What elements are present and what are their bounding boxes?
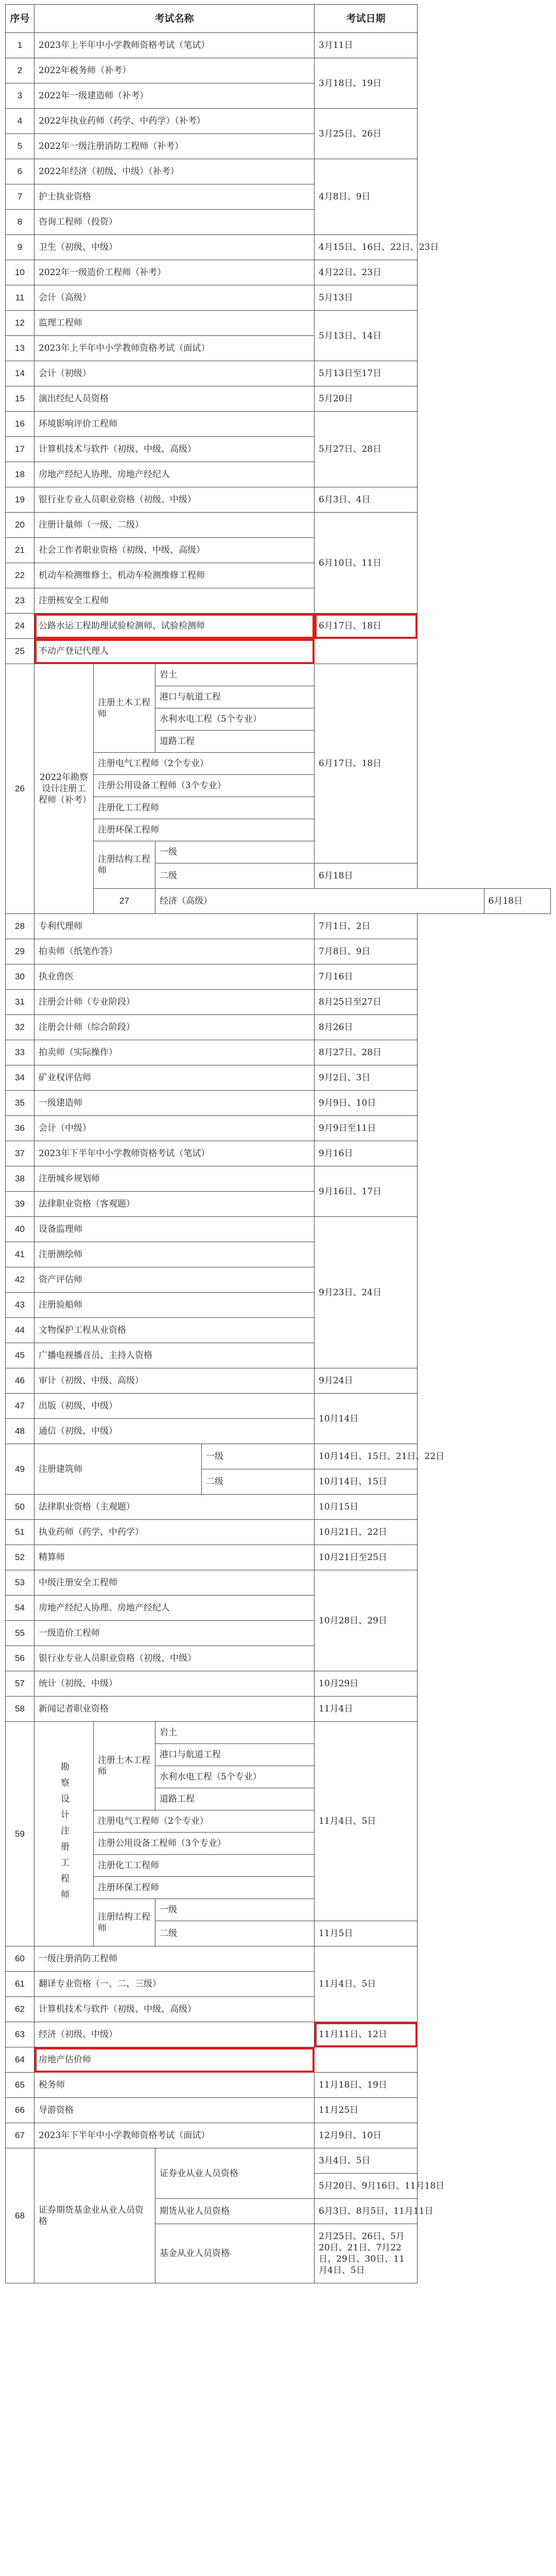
exam-name-highlighted: 房地产估价师: [34, 2047, 315, 2073]
exam-date: 3月11日: [315, 33, 418, 58]
table-row: [6, 1997, 551, 2022]
exam-name: 社会工作者职业资格（初级、中级、高级）: [34, 538, 315, 563]
exam-name: 环境影响评价工程师: [34, 412, 315, 437]
exam-name: 咨询工程师（投资）: [34, 210, 315, 235]
exam-date: 10月29日: [315, 1671, 418, 1697]
exam-date: 6月18日: [484, 889, 551, 914]
exam-date: 9月9日至11日: [315, 1116, 418, 1141]
table-row-group: [6, 664, 551, 686]
sub-item: 道路工程: [155, 731, 315, 753]
row-no: 28: [6, 914, 34, 939]
exam-date: 10月14日、15日: [315, 1469, 418, 1495]
row-no: 44: [6, 1318, 34, 1343]
sub-item: 二级: [155, 863, 315, 889]
sub-item: 一级: [155, 841, 315, 863]
exam-date-empty: [315, 2047, 418, 2073]
row-no: 64: [6, 2047, 34, 2073]
table-row: [6, 1419, 551, 1444]
table-row: [6, 513, 551, 538]
table-row: [6, 1621, 551, 1646]
exam-date: 6月3日、4日: [315, 487, 418, 513]
row-no: 8: [6, 210, 34, 235]
exam-date: 5月20日、9月16日、11月18日: [315, 2174, 418, 2199]
row-no: 46: [6, 1368, 34, 1394]
exam-date: 5月20日: [315, 386, 418, 412]
table-row: [6, 285, 551, 311]
exam-name: 银行业专业人员职业资格（初级、中级）: [34, 1646, 315, 1671]
exam-name: 银行业专业人员职业资格（初级、中级）: [34, 487, 315, 513]
table-row: [6, 336, 551, 361]
exam-date: 10月15日: [315, 1495, 418, 1520]
row-no: 50: [6, 1495, 34, 1520]
table-row: [6, 2123, 551, 2148]
exam-name: 2022年税务师（补考）: [34, 58, 315, 83]
table-row: [6, 914, 551, 939]
exam-name-highlighted: 不动产登记代理人: [34, 639, 315, 664]
exam-schedule-table: [5, 4, 551, 2283]
row-no: 60: [6, 1946, 34, 1972]
sub-category: 注册土木工程师: [94, 1722, 155, 1810]
exam-date: 4月8日、9日: [315, 159, 418, 235]
exam-name: 文物保护工程从业资格: [34, 1318, 315, 1343]
exam-name: 会计（高级）: [34, 285, 315, 311]
exam-name: 演出经纪人员资格: [34, 386, 315, 412]
group-name: 勘察设计注册工程师: [34, 1722, 94, 1946]
table-row: [6, 1166, 551, 1192]
table-row: [6, 1570, 551, 1596]
exam-date-highlighted: 6月17日、18日: [315, 614, 418, 639]
exam-date: 12月9日、10日: [315, 2123, 418, 2148]
table-row-group: [6, 1722, 551, 1744]
exam-name: 2023年下半年中小学教师资格考试（笔试）: [34, 1141, 315, 1166]
sub-item: 注册电气工程师（2个专业）: [94, 1810, 315, 1833]
exam-date: 9月2日、3日: [315, 1065, 418, 1091]
row-no: 1: [6, 33, 34, 58]
exam-name: 注册验船师: [34, 1293, 315, 1318]
exam-name: 2023年上半年中小学教师资格考试（面试）: [34, 336, 315, 361]
exam-date: 3月18日、19日: [315, 58, 418, 109]
exam-name: 注册会计师（综合阶段）: [34, 1015, 315, 1040]
row-no: 33: [6, 1040, 34, 1065]
row-no: 30: [6, 964, 34, 990]
row-no: 45: [6, 1343, 34, 1368]
sub-category: 注册土木工程师: [94, 664, 155, 753]
exam-name: 房地产经纪人协理、房地产经纪人: [34, 1596, 315, 1621]
table-row: [6, 235, 551, 260]
table-row: [6, 1596, 551, 1621]
row-no: 54: [6, 1596, 34, 1621]
row-no: 24: [6, 614, 34, 639]
sub-item: 岩土: [155, 1722, 315, 1744]
exam-name: 精算师: [34, 1545, 315, 1570]
exam-name: 法律职业资格（主观题）: [34, 1495, 315, 1520]
table-row: [6, 1368, 551, 1394]
row-no: 6: [6, 159, 34, 184]
exam-name: 注册会计师（专业阶段）: [34, 990, 315, 1015]
exam-name: 经济（高级）: [155, 889, 484, 914]
row-no: 5: [6, 134, 34, 159]
table-row: [6, 1671, 551, 1697]
row-no: 35: [6, 1091, 34, 1116]
row-no: 10: [6, 260, 34, 285]
table-row: [6, 939, 551, 964]
exam-date: 10月21日至25日: [315, 1545, 418, 1570]
table-row: [6, 210, 551, 235]
table-row: [6, 990, 551, 1015]
row-no: 37: [6, 1141, 34, 1166]
exam-date: 9月23日、24日: [315, 1217, 418, 1368]
row-no: 21: [6, 538, 34, 563]
exam-name: 机动车检测维修士、机动车检测维修工程师: [34, 563, 315, 588]
exam-name: 一级注册消防工程师: [34, 1946, 315, 1972]
exam-name: 注册计量师（一级、二级）: [34, 513, 315, 538]
sub-category: 注册结构工程师: [94, 841, 155, 889]
table-row: [6, 184, 551, 210]
table-row: [6, 361, 551, 386]
table-row: [6, 1040, 551, 1065]
table-row: [6, 1065, 551, 1091]
header-no: 序号: [6, 5, 34, 33]
exam-name: 导游资格: [34, 2098, 315, 2123]
exam-name: 注册建筑师: [34, 1444, 202, 1495]
exam-date: 5月13日: [315, 285, 418, 311]
sub-item: 注册电气工程师（2个专业）: [94, 753, 315, 775]
row-no: 4: [6, 109, 34, 134]
exam-name: 房地产经纪人协理、房地产经纪人: [34, 462, 315, 487]
exam-date: 5月13日至17日: [315, 361, 418, 386]
exam-name: 拍卖师（实际操作）: [34, 1040, 315, 1065]
sub-item: 水利水电工程（5个专业）: [155, 1766, 315, 1788]
table-row: [6, 412, 551, 437]
row-no: 39: [6, 1192, 34, 1217]
exam-name: 专利代理师: [34, 914, 315, 939]
table-row: [6, 1293, 551, 1318]
sub-item: 港口与航道工程: [155, 686, 315, 708]
exam-date: 11月4日、5日: [315, 1946, 418, 2022]
row-no: 36: [6, 1116, 34, 1141]
exam-name: 新闻记者职业资格: [34, 1697, 315, 1722]
sub-item: 二级: [155, 1921, 315, 1946]
table-row: [6, 1495, 551, 1520]
row-no: 22: [6, 563, 34, 588]
row-no: 34: [6, 1065, 34, 1091]
row-no: 23: [6, 588, 34, 614]
exam-name: 法律职业资格（客观题）: [34, 1192, 315, 1217]
exam-date: 11月25日: [315, 2098, 418, 2123]
table-row: [6, 614, 551, 639]
exam-date: 7月16日: [315, 964, 418, 990]
exam-name: 统计（初级、中级）: [34, 1671, 315, 1697]
sub-item: 一级: [202, 1444, 315, 1469]
row-no: 63: [6, 2022, 34, 2047]
row-no: 40: [6, 1217, 34, 1242]
row-no: 68: [6, 2148, 34, 2283]
row-no: 17: [6, 437, 34, 462]
exam-date: 6月17日、18日: [315, 664, 418, 863]
exam-name: 计算机技术与软件（初级、中级、高级）: [34, 1997, 315, 2022]
row-no: 58: [6, 1697, 34, 1722]
table-row: [6, 964, 551, 990]
table-row: [6, 462, 551, 487]
row-no: 13: [6, 336, 34, 361]
exam-date: 9月24日: [315, 1368, 418, 1394]
row-no: 51: [6, 1520, 34, 1545]
exam-date: 11月4日: [315, 1697, 418, 1722]
exam-date-highlighted: 11月11日、12日: [315, 2022, 418, 2047]
exam-date: 4月22日、23日: [315, 260, 418, 285]
exam-name: 2022年一级造价工程师（补考）: [34, 260, 315, 285]
row-no: 7: [6, 184, 34, 210]
exam-date: 10月14日: [315, 1394, 418, 1444]
exam-name: 2023年上半年中小学教师资格考试（笔试）: [34, 33, 315, 58]
row-no: 42: [6, 1267, 34, 1293]
exam-name: 注册核安全工程师: [34, 588, 315, 614]
exam-name: 执业药师（药学、中药学）: [34, 1520, 315, 1545]
row-no: 15: [6, 386, 34, 412]
exam-name: 2022年经济（初级、中级）（补考）: [34, 159, 315, 184]
row-no: 26: [6, 664, 34, 914]
exam-date: 10月14日、15日、21日、22日: [315, 1444, 418, 1469]
table-row: [6, 134, 551, 159]
exam-date: 11月18日、19日: [315, 2073, 418, 2098]
row-no: 25: [6, 639, 34, 664]
table-row: [6, 1444, 551, 1469]
exam-name: 会计（中级）: [34, 1116, 315, 1141]
exam-date: 6月18日: [315, 863, 418, 889]
exam-name: 中级注册安全工程师: [34, 1570, 315, 1596]
row-no: 14: [6, 361, 34, 386]
exam-name: 2022年一级建造师（补考）: [34, 83, 315, 109]
exam-name: 注册城乡规划师: [34, 1166, 315, 1192]
table-row: [6, 58, 551, 83]
row-no: 20: [6, 513, 34, 538]
row-no: 59: [6, 1722, 34, 1946]
table-row: [6, 109, 551, 134]
exam-date: 4月15日、16日、22日、23日: [315, 235, 418, 260]
exam-date: 9月16日: [315, 1141, 418, 1166]
group-name: 2022年勘察设计注册工程师（补考）: [34, 664, 94, 914]
exam-date: 6月3日、8月5日、11月11日: [315, 2199, 418, 2224]
row-no: 27: [94, 889, 155, 914]
table-row: [6, 2148, 551, 2174]
table-row: [6, 1545, 551, 1570]
exam-name: 税务师: [34, 2073, 315, 2098]
row-no: 56: [6, 1646, 34, 1671]
exam-name: 计算机技术与软件（初级、中级、高级）: [34, 437, 315, 462]
sub-item: 注册环保工程师: [94, 1877, 315, 1899]
exam-name: 2023年下半年中小学教师资格考试（面试）: [34, 2123, 315, 2148]
sub-item: 注册化工工程师: [94, 1855, 315, 1877]
sub-item: 水利水电工程（5个专业）: [155, 708, 315, 731]
table-row: [6, 1015, 551, 1040]
row-no: 29: [6, 939, 34, 964]
exam-name: 经济（初级、中级）: [34, 2022, 315, 2047]
exam-name: 资产评估师: [34, 1267, 315, 1293]
row-no: 2: [6, 58, 34, 83]
table-row: [6, 1192, 551, 1217]
exam-name: 广播电视播音员、主持人资格: [34, 1343, 315, 1368]
row-no: 57: [6, 1671, 34, 1697]
row-no: 49: [6, 1444, 34, 1495]
exam-name-highlighted: 公路水运工程助理试验检测师、试验检测师: [34, 614, 315, 639]
sub-item: 证券业从业人员资格: [155, 2148, 315, 2199]
table-row: [6, 1520, 551, 1545]
exam-name: 卫生（初级、中级）: [34, 235, 315, 260]
table-row: [6, 1116, 551, 1141]
exam-date: 8月26日: [315, 1015, 418, 1040]
exam-date: 5月13日、14日: [315, 311, 418, 361]
row-no: 61: [6, 1972, 34, 1997]
table-row: [6, 1242, 551, 1267]
exam-date: 8月25日至27日: [315, 990, 418, 1015]
table-row: [6, 2022, 551, 2047]
table-row: [6, 538, 551, 563]
table-row: [6, 159, 551, 184]
exam-date: 8月27日、28日: [315, 1040, 418, 1065]
table-row: [6, 588, 551, 614]
exam-date: 7月1日、2日: [315, 914, 418, 939]
row-no: 11: [6, 285, 34, 311]
table-row: [6, 639, 551, 664]
table-row: [6, 487, 551, 513]
sub-item: 港口与航道工程: [155, 1744, 315, 1766]
sub-item: 期货从业人员资格: [155, 2199, 315, 2224]
exam-date: 9月16日、17日: [315, 1166, 418, 1217]
exam-name: 审计（初级、中级、高级）: [34, 1368, 315, 1394]
row-no: 55: [6, 1621, 34, 1646]
header-name: 考试名称: [34, 5, 315, 33]
exam-date: 2月25日、26日、5月20日、21日、7月22日、29日、30日、11月4日、5日: [315, 2224, 418, 2283]
row-no: 48: [6, 1419, 34, 1444]
table-row: [6, 563, 551, 588]
table-row: [6, 437, 551, 462]
exam-name: 设备监理师: [34, 1217, 315, 1242]
exam-name: 翻译专业资格（一、二、三级）: [34, 1972, 315, 1997]
table-row: [6, 1091, 551, 1116]
row-no: 32: [6, 1015, 34, 1040]
sub-item: 注册公用设备工程师（3个专业）: [94, 775, 315, 797]
table-row: [6, 83, 551, 109]
table-row: [6, 2073, 551, 2098]
exam-name: 2022年执业药师（药学、中药学）（补考）: [34, 109, 315, 134]
exam-name: 会计（初级）: [34, 361, 315, 386]
table-row: [6, 1394, 551, 1419]
table-row: [6, 1972, 551, 1997]
sub-item: 注册环保工程师: [94, 819, 315, 841]
table-row: [6, 1646, 551, 1671]
exam-date: 3月4日、5日: [315, 2148, 418, 2174]
row-no: 62: [6, 1997, 34, 2022]
exam-name: 一级造价工程师: [34, 1621, 315, 1646]
header-date: 考试日期: [315, 5, 418, 33]
row-no: 12: [6, 311, 34, 336]
sub-item: 一级: [155, 1899, 315, 1921]
exam-name: 一级建造师: [34, 1091, 315, 1116]
sub-item: 岩土: [155, 664, 315, 686]
row-no: 43: [6, 1293, 34, 1318]
table-row: [6, 1318, 551, 1343]
exam-date: 9月9日、10日: [315, 1091, 418, 1116]
exam-date: 10月21日、22日: [315, 1520, 418, 1545]
row-no: 67: [6, 2123, 34, 2148]
sub-item: 注册化工工程师: [94, 797, 315, 819]
table-body: [6, 33, 551, 2283]
row-no: 3: [6, 83, 34, 109]
exam-date: 11月4日、5日: [315, 1722, 418, 1921]
group-name: 证券期货基金业从业人员资格: [34, 2148, 155, 2283]
exam-date: 11月5日: [315, 1921, 418, 1946]
exam-date: 10月28日、29日: [315, 1570, 418, 1671]
table-row: [6, 2047, 551, 2073]
table-row: [6, 386, 551, 412]
exam-name: 出版（初级、中级）: [34, 1394, 315, 1419]
exam-name: 2022年一级注册消防工程师（补考）: [34, 134, 315, 159]
exam-date: 3月25日、26日: [315, 109, 418, 159]
table-row: [6, 1141, 551, 1166]
sub-item: 道路工程: [155, 1788, 315, 1810]
row-no: 31: [6, 990, 34, 1015]
sub-item: 基金从业人员资格: [155, 2224, 315, 2283]
row-no: 19: [6, 487, 34, 513]
table-row: [6, 2098, 551, 2123]
table-row: [6, 1267, 551, 1293]
row-no: 9: [6, 235, 34, 260]
table-row: [6, 311, 551, 336]
exam-date-empty: [315, 639, 418, 664]
row-no: 16: [6, 412, 34, 437]
exam-date: 7月8日、9日: [315, 939, 418, 964]
table-row: [6, 1697, 551, 1722]
exam-date: 6月10日、11日: [315, 513, 418, 614]
row-no: 65: [6, 2073, 34, 2098]
row-no: 66: [6, 2098, 34, 2123]
exam-name: 执业兽医: [34, 964, 315, 990]
exam-name: 拍卖师（纸笔作答）: [34, 939, 315, 964]
table-row: [6, 1217, 551, 1242]
sub-item: 注册公用设备工程师（3个专业）: [94, 1833, 315, 1855]
table-row: [6, 260, 551, 285]
row-no: 38: [6, 1166, 34, 1192]
row-no: 41: [6, 1242, 34, 1267]
sub-category: 注册结构工程师: [94, 1899, 155, 1946]
sub-item: 二级: [202, 1469, 315, 1495]
table-row: [6, 1946, 551, 1972]
exam-name: 注册测绘师: [34, 1242, 315, 1267]
exam-name: 矿业权评估师: [34, 1065, 315, 1091]
exam-name: 监理工程师: [34, 311, 315, 336]
row-no: 47: [6, 1394, 34, 1419]
row-no: 18: [6, 462, 34, 487]
exam-name: 护士执业资格: [34, 184, 315, 210]
table-row: [6, 1343, 551, 1368]
table-row: [6, 33, 551, 58]
row-no: 52: [6, 1545, 34, 1570]
exam-name: 通信（初级、中级）: [34, 1419, 315, 1444]
row-no: 53: [6, 1570, 34, 1596]
table-header: [6, 5, 551, 33]
exam-date: 5月27日、28日: [315, 412, 418, 487]
